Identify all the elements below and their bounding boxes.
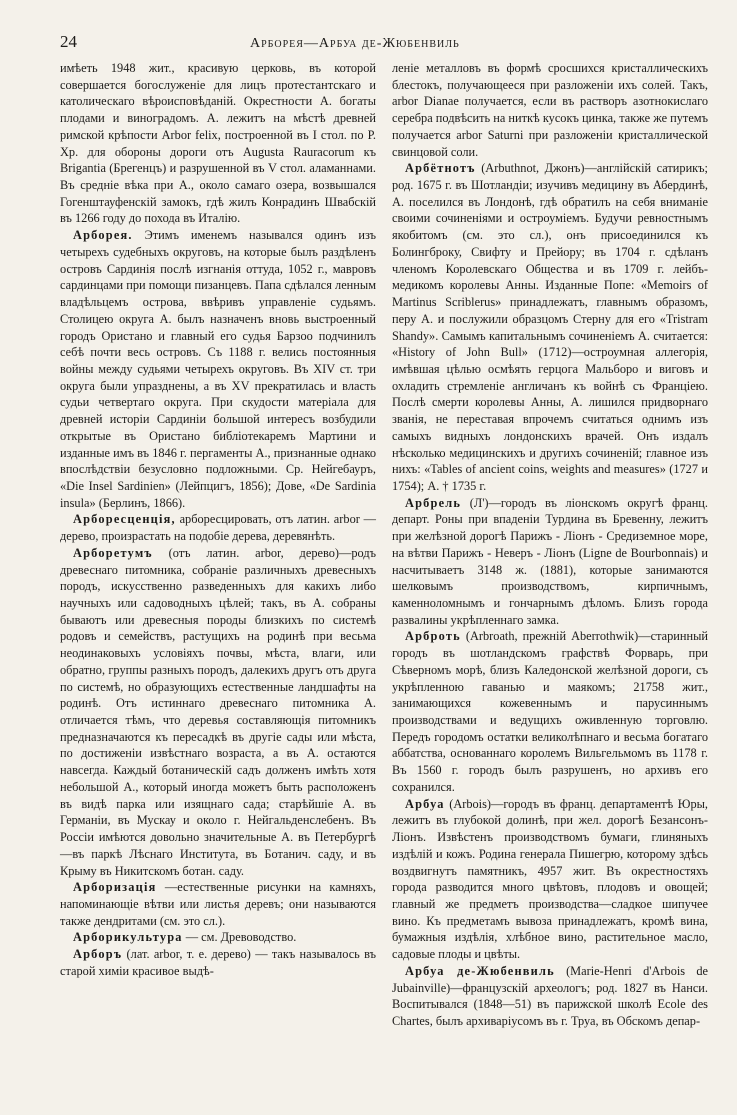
running-title: Арборея—Арбуа де-Жюбенвиль bbox=[250, 36, 460, 51]
dictionary-entry bbox=[392, 628, 708, 795]
entry-text: (Л')—городъ въ ліонскомъ округѣ франц. департ. Роны при впаденіи Турдина въ Бревенну, лежитъ при желѣзной дорогѣ Парижъ - Ліонъ - Средиземное море, на вѣтви Парижъ - Неверъ - Ліонъ (Ligne de Bourbonnais) и насчитываетъ 3148 ж. (1881), которые занимаются шелковымъ производствомъ, кирпичнымъ, каменноломнымъ и гончарнымъ дѣломъ. Близъ города развалины укрѣпленнаго замка. bbox=[392, 495, 708, 627]
left-column bbox=[60, 60, 376, 1030]
entry-headword: Арброть bbox=[405, 629, 461, 644]
dictionary-entry bbox=[60, 227, 376, 511]
entry-text: (Arbroath, прежній Aberrothwik)—старинный городъ въ шотландскомъ графствѣ Форварь, при Сѣверномъ морѣ, близъ Каледонской желѣзной дороги, съ укрѣпленною гаванью и маякомъ; 21758 жит., занимающихся кожевеннымъ и парусиннымъ производствами и ведущихъ оживленную торговлю. Передъ городомъ остатки великолѣпнаго и весьма богатаго аббатства, основаннаго королемъ Вильгельмомъ въ 1178 г. Въ 1560 г. городъ былъ разрушенъ, но архивъ его сохранился. bbox=[392, 629, 708, 794]
entry-text: леніе металловъ въ формѣ сросшихся кристаллическихъ блестокъ, получающееся при разложеніи ихъ солей. Такъ, arbor Dianae получается, если въ растворъ азотнокислаго серебра подвѣсить на ниткѣ кусокъ цинка, также же путемъ получается arbor Saturni при разложеніи кристаллической свинцовой соли. bbox=[392, 61, 708, 159]
dictionary-entry bbox=[392, 60, 708, 160]
dictionary-entry bbox=[392, 963, 708, 1030]
dictionary-entry bbox=[392, 495, 708, 629]
entry-text: — см. Древоводство. bbox=[185, 930, 297, 945]
entry-headword: Арбуа bbox=[405, 796, 445, 811]
entry-text: (Arbois)—городъ въ франц. департаментѣ Юры, лежитъ въ глубокой долинѣ, при жел. дорогѣ Безансонъ-Ліонъ. Извѣстенъ производствомъ бумаги, глиняныхъ издѣлій и кожъ. Родина генерала Пишегрю, которому здѣсь воздвигнутъ памятникъ, 4957 жит. Въ окрестностяхъ города разводится много цвѣтовъ, плодовъ и овощей; главный же предметъ производства—сладкое шипучее вино. Къ предметамъ вывоза принадлежатъ, кромѣ вина, бумажныя издѣлія, хлѣбное вино, растительное масло, садовые плоды и цвѣты. bbox=[392, 796, 708, 962]
entry-text: (Marie-Henri d'Arbois de Jubainville)—французскій археологъ; род. 1827 въ Нанси. Воспитывался (1848—51) въ парижской школѣ Ecole des Chartes, былъ архиваріусомъ въ г. Труа, въ Обскомъ депар- bbox=[392, 963, 708, 1028]
dictionary-entry bbox=[60, 60, 376, 227]
dictionary-entry bbox=[60, 929, 376, 946]
entry-headword: Арборея. bbox=[73, 228, 133, 243]
entry-headword: Арборикультура bbox=[73, 930, 183, 945]
page-number: 24 bbox=[60, 32, 77, 51]
dictionary-entry bbox=[60, 946, 376, 979]
page-header bbox=[60, 32, 709, 52]
entry-headword: Арбуа де-Жюбенвиль bbox=[405, 963, 555, 978]
entry-text: —естественные рисунки на камняхъ, напоминающіе вѣтви или листья деревъ; они называются также дендритами (см. это сл.). bbox=[60, 880, 376, 928]
entry-text: (лат. arbor, т. е. дерево) — такъ называлось въ старой химіи красивое выдѣ- bbox=[60, 947, 377, 978]
dictionary-entry bbox=[392, 796, 708, 963]
entry-text: арборесцировать, отъ латин. arbor — дерево, произрастать на подобіе дерева, деревянѣть. bbox=[60, 512, 376, 544]
entry-text: Этимъ именемъ назывался одинъ изъ четырехъ судебныхъ округовъ, на которые былъ раздѣленъ островъ Сардинія послѣ изгнанія оттуда, 1052 г., мавровъ сардинцами при помощи пизанцевъ. Папа сдѣлался ленным владѣльцемъ острова, ввѣривъ управленіе судьямъ. Столицею округа А. былъ назначенъ вновь выстроенный городъ Ористано и главный его судья Барзоо подчинилъ себѣ почти весь островъ. Съ 1188 г. велись постоянныя войны между судьями четырехъ округовъ. Въ XIV ст. три округа были упразднены, а въ XV прекратилась и власть судьи четвертаго округа. При скудости матеріала для древней исторіи Сардиніи большой интересъ возбудили открытые въ Ористано библіотекаремъ Мартини и изданные имъ въ 1846 г. пергаменты А., признанные однако впослѣдствіи безусловно подложными. Ср. Нейгебауръ, «Die Insel Sardinien» (Лейпцигъ, 1856); Дове, «De Sardinia insula» (Берлинъ, 1866). bbox=[60, 228, 377, 510]
entry-text: (отъ латин. arbor, дерево)—родъ древеснаго питомника, собраніе различныхъ древесныхъ породъ, искусственно разведенныхъ для какихъ либо научныхъ или садоводныхъ цѣлей; такъ, въ А. собраны бываютъ или древесныя породы близкихъ по системѣ родовъ и семействъ, растущихъ на родинѣ при весьма неодинаковыхъ условіяхъ почвы, мѣста, влаги, или обратно, группы разныхъ породъ, далекихъ другъ отъ друга по системѣ, но образующихъ естественные ландшафты на родинѣ. Отъ истиннаго древеснаго питомника А. отличается тѣмъ, что деревья составляющія питомникъ предназначаются къ пересадкѣ въ другіе сады или мѣста, по достиженіи извѣстнаго возраста, а въ А. остаются навсегда. Каждый ботаническій садъ долженъ имѣть хотя небольшой А., который иногда можетъ быть расположенъ въ видѣ парка или изящнаго сада; старѣйшіе А. въ Германіи, въ Мускау и около г. Нейгальденслебенъ. Въ Россіи имѣются довольно значительные А. въ Петербургѣ—въ паркѣ Лѣснаго Института, въ Ботанич. саду, и въ Крыму въ Никитскомъ ботан. саду. bbox=[60, 545, 376, 878]
entry-headword: Арборесценція, bbox=[73, 512, 176, 527]
dictionary-entry bbox=[392, 160, 708, 494]
entry-headword: Арборетумъ bbox=[73, 545, 153, 560]
right-column bbox=[392, 60, 708, 1030]
entry-text: (Arbuthnot, Джонъ)—англійскій сатирикъ; род. 1675 г. въ Шотландіи; изучивъ медицину въ Абердинѣ, А. поселился въ Лондонѣ, гдѣ обратилъ на себя вниманіе своими сочиненіями и остроуміемъ. Будучи ревностнымъ якобитомъ (см. это сл.), онъ присоединился къ Болингброку, Свифту и Прейору; въ 1704 г. сдѣланъ членомъ Королевскаго Общества и въ 1709 г. лейбъ-медикомъ королевы Анны. Изданные Попе: «Memoirs of Martinus Scriblerus» принадлежатъ, главнымъ образомъ, перу А. и послужили образцомъ Стерну для его «Tristram Shandy». Самымъ капитальнымъ сочиненіемъ А. считается: «History of John Bull» (1712)—остроумная аллегорія, имѣвшая цѣлью осмѣять герцога Мальборо и виговъ и охладить стремленіе англичанъ къ войнѣ съ Франціею. Послѣ смерти королевы Анны, А. лишился придворнаго званія, не переставая впрочемъ считаться однимъ изъ самыхъ видныхъ лондонскихъ врачей. Онъ издалъ нѣсколько медицинскихъ и другихъ сочиненій; главное изъ нихъ: «Tables of ancient coins, weights and measures» (1727 и 1754); А. † 1735 г. bbox=[392, 161, 708, 493]
entry-headword: Арборизація bbox=[73, 880, 157, 895]
columns bbox=[60, 60, 709, 1030]
entry-headword: Арбётнотъ bbox=[405, 161, 476, 176]
entry-text: имѣеть 1948 жит., красивую церковь, въ которой совершается богослуженіе для лицъ протестантскаго и католическаго вѣроисповѣданій. Окрестности А. богаты плодами и виноградомъ. А. лежитъ на мѣстѣ древней римской крѣпости Arbor felix, построенной въ I стол. по Р. Хр. для обороны дороги отъ Augusta Rauracorum къ Brigantia (Брегенцъ) и разрушенной въ V стол. аламаннами. Въ средніе вѣка при А., около самаго озера, возвышался Гогенштауфенскій замокъ, гдѣ жилъ Конрадинъ Швабскій въ 1266 году до похода въ Италію. bbox=[60, 61, 376, 226]
dictionary-entry bbox=[60, 545, 376, 879]
entry-headword: Арбрель bbox=[405, 495, 462, 510]
entry-headword: Арборъ bbox=[73, 947, 123, 962]
dictionary-entry bbox=[60, 511, 376, 544]
dictionary-entry bbox=[60, 879, 376, 929]
